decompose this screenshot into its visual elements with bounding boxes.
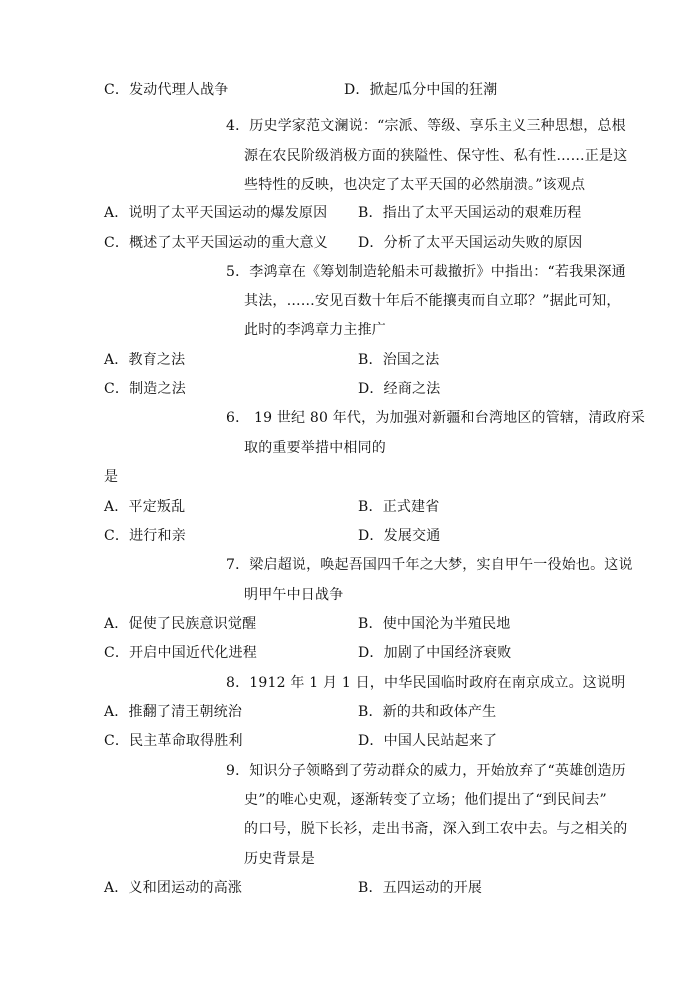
q4-option-b: B．指出了太平天国运动的艰难历程 — [358, 205, 582, 221]
q8-stem-line-1: 8．1912 年 1 月 1 日，中华民国临时政府在南京成立。这说明 — [226, 675, 626, 691]
q8-option-d: D．中国人民站起来了 — [358, 733, 498, 749]
q8-option-a: A．推翻了清王朝统治 — [104, 704, 243, 720]
q3-option-d: D．掀起瓜分中国的狂潮 — [344, 82, 498, 98]
q8-option-b: B．新的共和政体产生 — [358, 704, 497, 720]
q5-stem-line-1: 5．李鸿章在《筹划制造轮船未可裁撤折》中指出：“若我果深通 — [226, 264, 626, 280]
q4-stem-line-3: 些特性的反映，也决定了太平天国的必然崩溃。”该观点 — [244, 177, 586, 193]
q7-option-c: C．开启中国近代化进程 — [104, 645, 257, 661]
q6-stem-tail: 是 — [104, 469, 119, 485]
q5-option-c: C．制造之法 — [104, 381, 186, 397]
q4-stem-line-2: 源在农民阶级消极方面的狭隘性、保守性、私有性……正是这 — [244, 148, 628, 164]
q9-option-b: B．五四运动的开展 — [358, 880, 483, 896]
q5-option-b: B．治国之法 — [358, 352, 440, 368]
q7-stem-line-1: 7．梁启超说，唤起吾国四千年之大梦，实自甲午一役始也。这说 — [226, 557, 633, 573]
q7-option-d: D．加剧了中国经济衰败 — [358, 645, 512, 661]
q6-option-d: D．发展交通 — [358, 528, 441, 544]
q5-option-a: A．教育之法 — [104, 352, 186, 368]
q7-stem-line-2: 明甲午中日战争 — [244, 587, 344, 603]
q7-option-a: A．促使了民族意识觉醒 — [104, 616, 257, 632]
q4-option-c: C．概述了太平天国运动的重大意义 — [104, 235, 328, 251]
q9-stem-line-4: 历史背景是 — [244, 851, 315, 867]
q6-stem-line-2: 取的重要举措中相同的 — [244, 440, 386, 456]
q5-option-d: D．经商之法 — [358, 381, 441, 397]
q9-stem-line-3: 的口号，脱下长衫，走出书斋，深入到工农中去。与之相关的 — [244, 821, 628, 837]
q4-option-a: A．说明了太平天国运动的爆发原因 — [104, 205, 328, 221]
q4-option-d: D．分析了太平天国运动失败的原因 — [358, 235, 583, 251]
q8-option-c: C．民主革命取得胜利 — [104, 733, 243, 749]
q6-option-b: B．正式建省 — [358, 499, 440, 515]
q9-stem-line-1: 9．知识分子领略到了劳动群众的威力，开始放弃了“英雄创造历 — [226, 763, 626, 779]
q6-option-c: C．进行和亲 — [104, 528, 186, 544]
q4-stem-line-1: 4．历史学家范文澜说：“宗派、等级、享乐主义三种思想，总根 — [226, 118, 626, 134]
q9-stem-line-2: 史”的唯心史观，逐渐转变了立场；他们提出了“到民间去” — [244, 792, 607, 808]
q3-option-c: C．发动代理人战争 — [104, 82, 229, 98]
q5-stem-line-3: 此时的李鸿章力主推广 — [244, 322, 386, 338]
q9-option-a: A．义和团运动的高涨 — [104, 880, 243, 896]
q6-stem-line-1: 6． 19 世纪 80 年代，为加强对新疆和台湾地区的管辖，清政府采 — [226, 410, 646, 426]
q7-option-b: B．使中国沦为半殖民地 — [358, 616, 511, 632]
q5-stem-line-2: 其法，……安见百数十年后不能攘夷而自立耶？”据此可知， — [244, 293, 621, 309]
q6-option-a: A．平定叛乱 — [104, 499, 186, 515]
